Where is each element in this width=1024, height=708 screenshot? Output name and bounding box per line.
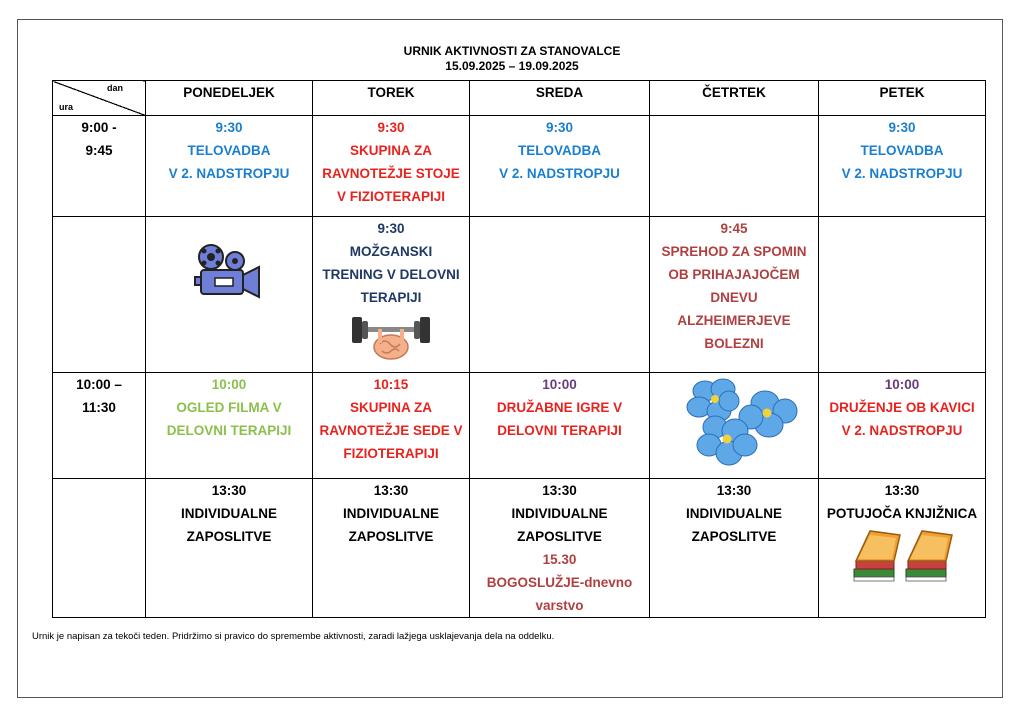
t: 13:30 <box>884 483 920 498</box>
t: BOLEZNI <box>704 336 764 351</box>
cell-tue-3 <box>313 373 470 479</box>
t: 9:30 <box>215 120 243 135</box>
corner-ura: ura <box>59 102 74 112</box>
t: V 2. NADSTROPJU <box>168 166 290 181</box>
t: INDIVIDUALNE <box>511 506 608 521</box>
t: 13:30 <box>542 483 577 498</box>
t: POTUJOČA KNJIŽNICA <box>826 506 978 521</box>
t: 9:45 <box>720 221 748 236</box>
row-4 <box>53 479 986 618</box>
t: DNEVU <box>710 290 758 305</box>
cell-fri-2 <box>819 217 986 373</box>
day-wednesday: SREDA <box>470 81 650 116</box>
books-icon <box>842 525 962 585</box>
cell-mon-3 <box>146 373 313 479</box>
t: 13:30 <box>211 483 247 498</box>
day-tuesday: TOREK <box>313 81 470 116</box>
t: V FIZIOTERAPIJI <box>336 189 445 204</box>
t: 9:30 <box>377 221 405 236</box>
row-3 <box>53 373 986 479</box>
cell-thu-2 <box>650 217 819 373</box>
t: RAVNOTEŽJE SEDE V <box>319 423 463 438</box>
t: INDIVIDUALNE <box>180 506 277 521</box>
t: OGLED FILMA V <box>176 400 282 415</box>
t: V 2. NADSTROPJU <box>841 166 963 181</box>
corner-dan: dan <box>106 83 123 93</box>
t: TERAPIJI <box>360 290 422 305</box>
time-3b: 11:30 <box>82 400 116 415</box>
t: ZAPOSLITVE <box>348 529 434 544</box>
day-monday: PONEDELJEK <box>146 81 313 116</box>
cell-tue-4 <box>313 479 470 618</box>
t: TRENING V DELOVNI <box>322 267 460 282</box>
t: SKUPINA ZA <box>349 400 432 415</box>
t: TELOVADBA <box>518 143 601 158</box>
title-text: URNIK AKTIVNOSTI ZA STANOVALCE <box>403 44 621 58</box>
t: INDIVIDUALNE <box>685 506 782 521</box>
cell-fri-3 <box>819 373 986 479</box>
time-slot-4 <box>53 479 146 618</box>
t: DELOVNI TERAPIJI <box>166 423 292 438</box>
t: DRUŽABNE IGRE V <box>496 400 623 415</box>
t: TELOVADBA <box>187 143 271 158</box>
time-slot-2 <box>53 217 146 373</box>
t: RAVNOTEŽJE STOJE <box>322 166 460 181</box>
forget-me-not-flowers-icon <box>669 375 799 469</box>
cell-tue-1 <box>313 116 470 217</box>
day-friday: PETEK <box>819 81 986 116</box>
t: MOŽGANSKI <box>349 244 433 259</box>
cell-thu-1 <box>650 116 819 217</box>
cell-fri-1 <box>819 116 986 217</box>
time-slot-1 <box>53 116 146 217</box>
schedule-title <box>0 44 1024 74</box>
t: 10:15 <box>373 377 409 392</box>
cell-wed-3 <box>470 373 650 479</box>
t: 10:00 <box>211 377 247 392</box>
t: ZAPOSLITVE <box>517 529 602 544</box>
cell-wed-1 <box>470 116 650 217</box>
t: 13:30 <box>716 483 752 498</box>
t: TELOVADBA <box>860 143 944 158</box>
time-1b: 9:45 <box>85 143 113 158</box>
footnote: Urnik je napisan za tekoči teden. Pridržimo si pravico do spremembe aktivnosti, zaradi lažjega usklajevanja dela na oddelku. <box>32 631 555 642</box>
brain-dumbbell-icon <box>346 309 436 361</box>
header-row <box>53 81 986 116</box>
cell-mon-4 <box>146 479 313 618</box>
t: V 2. NADSTROPJU <box>499 166 620 181</box>
corner-cell <box>53 81 146 116</box>
t: 10:00 <box>884 377 920 392</box>
time-3a: 10:00 – <box>76 377 122 392</box>
row-2 <box>53 217 986 373</box>
t: 9:30 <box>377 120 405 135</box>
cell-wed-4 <box>470 479 650 618</box>
t: DRUŽENJE OB KAVICI <box>829 400 975 415</box>
cell-fri-4 <box>819 479 986 618</box>
cell-wed-2 <box>470 217 650 373</box>
t: DELOVNI TERAPIJI <box>497 423 622 438</box>
row-1 <box>53 116 986 217</box>
t: ALZHEIMERJEVE <box>677 313 791 328</box>
t: 13:30 <box>373 483 409 498</box>
schedule-table <box>52 80 986 618</box>
t: INDIVIDUALNE <box>342 506 439 521</box>
t: ZAPOSLITVE <box>691 529 777 544</box>
cell-mon-2 <box>146 217 313 373</box>
time-slot-3 <box>53 373 146 479</box>
t: SKUPINA ZA <box>349 143 432 158</box>
t: FIZIOTERAPIJI <box>343 446 439 461</box>
t: BOGOSLUŽJE-dnevno <box>486 575 633 590</box>
t: OB PRIHAJAJOČEM <box>668 267 800 282</box>
cell-thu-3 <box>650 373 819 479</box>
title-dates: 15.09.2025 – 19.09.2025 <box>445 59 579 73</box>
film-camera-icon <box>189 237 269 307</box>
cell-tue-2 <box>313 217 470 373</box>
t: 15.30 <box>542 552 577 567</box>
t: ZAPOSLITVE <box>186 529 272 544</box>
cell-thu-4 <box>650 479 819 618</box>
t: 9:30 <box>888 120 916 135</box>
t: SPREHOD ZA SPOMIN <box>661 244 807 259</box>
day-thursday: ČETRTEK <box>650 81 819 116</box>
t: 9:30 <box>545 120 574 135</box>
t: V 2. NADSTROPJU <box>841 423 963 438</box>
time-1a: 9:00 - <box>81 120 117 135</box>
t: varstvo <box>535 598 584 613</box>
t: 10:00 <box>542 377 577 392</box>
cell-mon-1 <box>146 116 313 217</box>
